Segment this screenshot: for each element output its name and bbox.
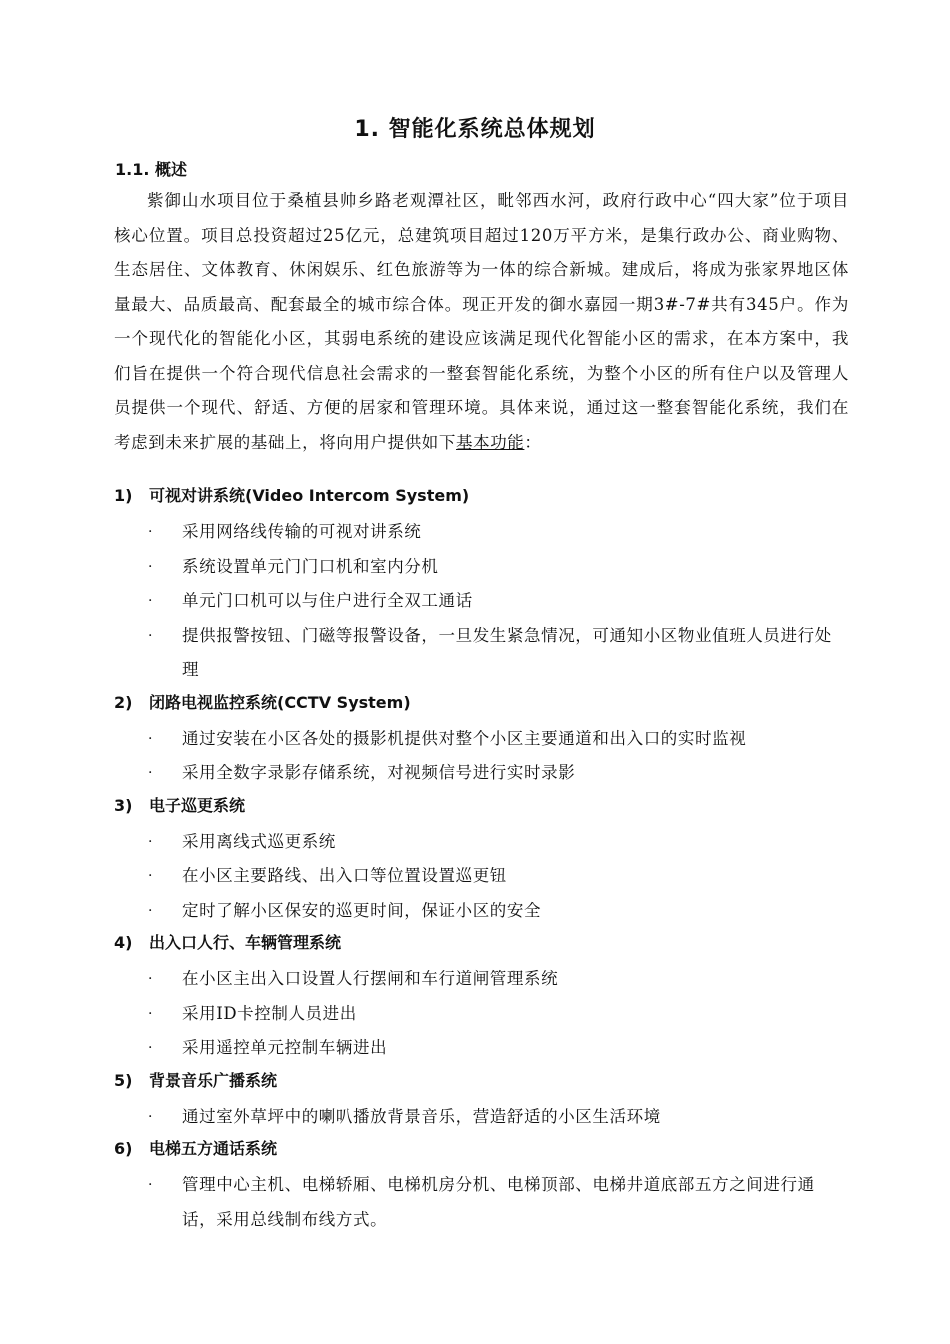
system-number: 6) [114,1139,133,1158]
system-list [114,481,844,1237]
system-title [114,791,844,825]
system-section [114,928,844,1066]
system-title [114,1134,844,1168]
bullet-text: 在小区主出入口设置人行摆闸和车行道闸管理系统 [182,969,559,988]
bullet-item [114,756,844,791]
bullet-text: 管理中心主机、电梯轿厢、电梯机房分机、电梯顶部、电梯井道底部五方之间进行通话，采用总线制布线方式。 [182,1175,815,1229]
bullet-dot-icon: · [148,558,154,575]
bullet-item [114,962,844,997]
bullet-item [114,997,844,1032]
bullet-dot-icon: · [148,833,154,850]
bullet-dot-icon: · [148,1005,154,1022]
bullet-item [114,584,844,619]
system-number: 4) [114,933,133,952]
bullet-text: 采用网络线传输的可视对讲系统 [182,522,422,541]
system-title [114,1066,844,1100]
intro-paragraph [114,184,849,460]
bullet-dot-icon: · [148,593,154,609]
bullet-text: 采用遥控单元控制车辆进出 [182,1038,388,1057]
system-title-text: 出入口人行、车辆管理系统 [149,933,342,952]
system-number: 1) [114,486,133,505]
bullet-item [114,1031,844,1066]
bullet-dot-icon: · [148,868,154,884]
bullet-text: 通过室外草坪中的喇叭播放背景音乐，营造舒适的小区生活环境 [182,1106,661,1126]
bullet-item [114,515,844,550]
system-title [114,688,844,722]
system-title-text: 可视对讲系统(Video Intercom System) [149,486,470,505]
bullet-dot-icon: · [148,627,154,644]
bullet-dot-icon: · [148,971,154,987]
system-section [114,688,844,791]
system-section [114,1066,844,1135]
bullet-item [114,722,844,757]
system-title [114,481,844,515]
bullet-dot-icon: · [148,524,154,540]
bullet-dot-icon: · [148,1040,154,1056]
bullet-dot-icon: · [148,765,154,781]
intro-end: ： [524,432,542,452]
bullet-text: 采用全数字录影存储系统，对视频信号进行实时录影 [182,763,576,782]
system-number: 2) [114,692,133,712]
bullet-text: 采用离线式巡更系统 [182,831,336,851]
bullet-text: 提供报警按钮、门磁等报警设备，一旦发生紧急情况，可通知小区物业值班人员进行处理 [182,625,832,679]
bullet-item [114,859,844,894]
bullet-dot-icon: · [148,1108,154,1125]
bullet-text: 在小区主要路线、出入口等位置设置巡更钮 [182,866,507,885]
bullet-text: 单元门口机可以与住户进行全双工通话 [182,591,473,610]
bullet-dot-icon: · [148,902,154,919]
bullet-dot-icon: · [148,730,154,747]
bullet-item [114,1168,844,1237]
intro-text: 紫御山水项目位于桑植县帅乡路老观潭社区，毗邻西水河，政府行政中心“四大家”位于项目核心位置。项目总投资超过25亿元，总建筑项目超过120万平方米，是集行政办公、商业购物、生态居住、文体教育、休闲娱乐、红色旅游等为一体的综合新城。建成后，将成为张家界地区体量最大、品质最高、配套最全的城市综合体。现正开发的御水嘉园一期3#-7#共有345户。作为一个现代化的智能化小区，其弱电系统的建设应该满足现代化智能小区的需求，在本方案中，我们旨在提供一个符合现代信息社会需求的一整套智能化系统，为整个小区的所有住户以及管理人员提供一个现代、舒适、方便的居家和管理环境。具体来说，通过这一整套智能化系统，我们在考虑到未来扩展的基础上，将向用户提供如下 [114,191,849,452]
system-section [114,791,844,929]
bullet-item [114,825,844,860]
system-number: 3) [114,795,133,815]
system-title-text: 电梯五方通话系统 [149,1139,278,1158]
bullet-item [114,550,844,585]
bullet-text: 采用ID卡控制人员进出 [182,1003,357,1023]
page-title: 1. 智能化系统总体规划 [354,117,596,142]
system-title [114,928,844,962]
bullet-text: 系统设置单元门门口机和室内分机 [182,556,439,576]
system-section [114,1134,844,1237]
bullet-text: 定时了解小区保安的巡更时间，保证小区的安全 [182,900,542,920]
system-title-text: 背景音乐广播系统 [149,1070,278,1090]
bullet-text: 通过安装在小区各处的摄影机提供对整个小区主要通道和出入口的实时监视 [182,728,747,748]
bullet-item [114,1100,844,1135]
section-heading: 1.1. 概述 [115,160,187,179]
bullet-dot-icon: · [148,1177,154,1193]
bullet-item [114,894,844,929]
intro-underlined-text: 基本功能 [456,432,525,452]
system-number: 5) [114,1070,133,1090]
system-title-text: 电子巡更系统 [149,795,246,815]
bullet-item [114,619,844,688]
system-title-text: 闭路电视监控系统(CCTV System) [149,692,411,712]
system-section [114,481,844,688]
